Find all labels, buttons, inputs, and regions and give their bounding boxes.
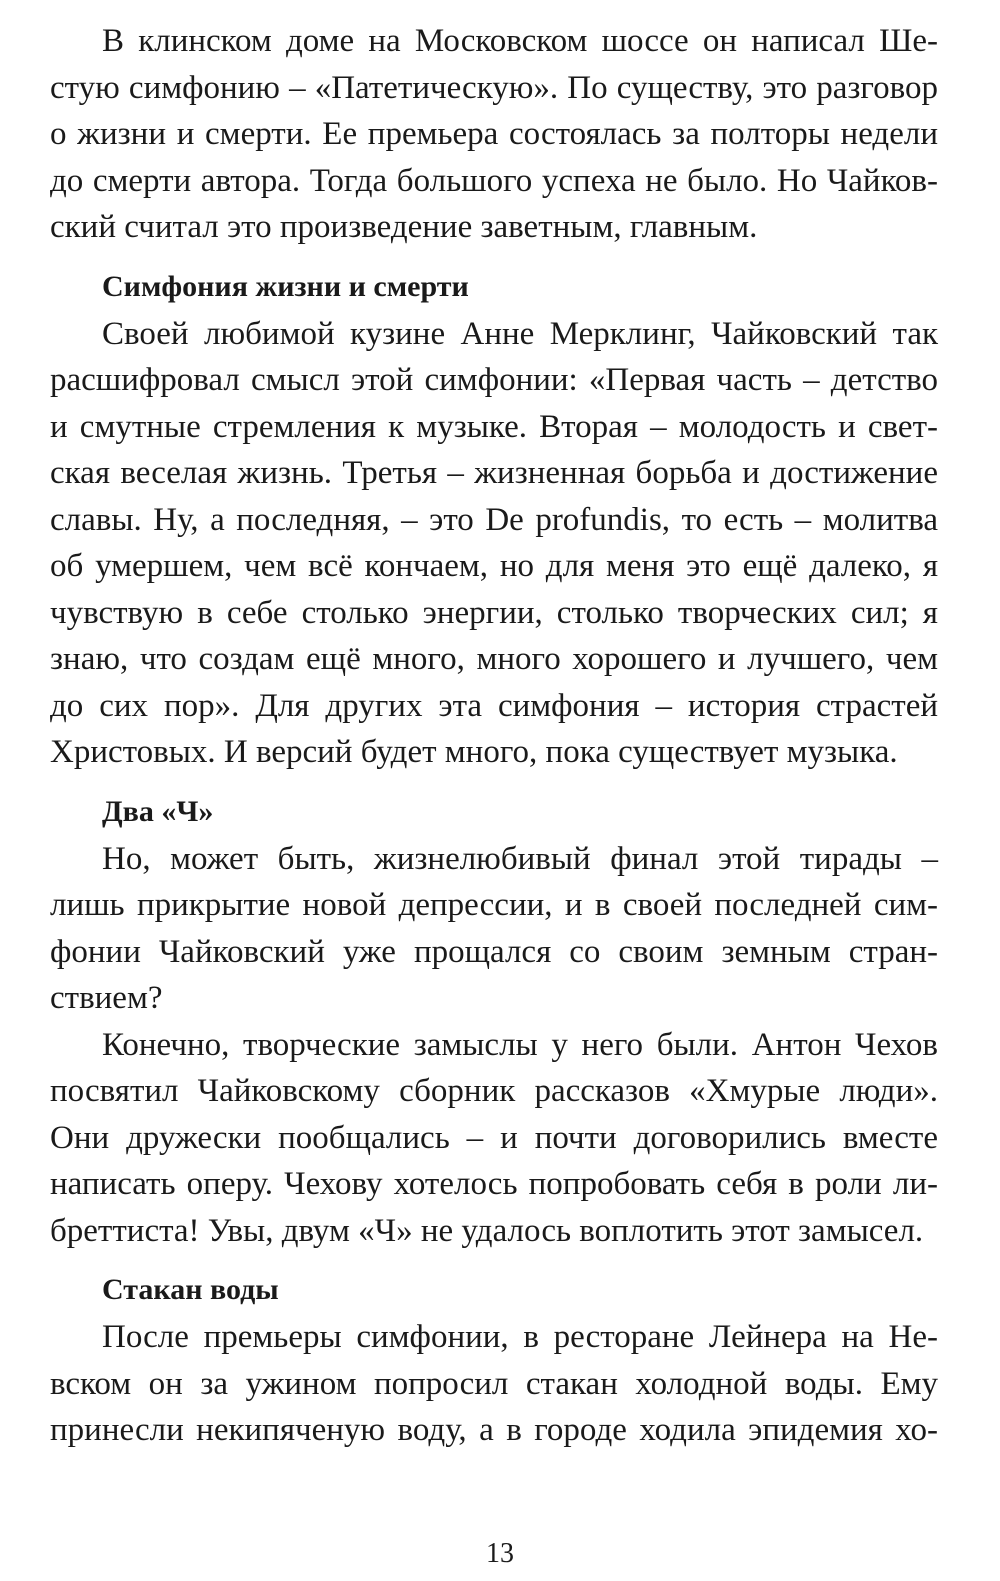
book-page bbox=[50, 18, 938, 1454]
text-line: Христовых. И версий будет много, пока существует музыка. bbox=[50, 734, 898, 770]
text-line: вском он за ужином попросил стакан холодной воды. Ему bbox=[50, 1365, 938, 1402]
text-line: стую симфонию – «Патетическую». По существу, это разговор bbox=[50, 69, 938, 106]
text-line: и смутные стремления к музыке. Вторая – молодость и свет- bbox=[50, 408, 938, 445]
text-line: Конечно, творческие замыслы у него были. Антон Чехов bbox=[102, 1026, 938, 1063]
text-line: Своей любимой кузине Анне Мерклинг, Чайковский так bbox=[102, 315, 938, 352]
section-symphony bbox=[50, 263, 938, 776]
text-line: принесли некипяченую воду, а в городе ходила эпидемия хо- bbox=[50, 1412, 938, 1448]
text-line: об умершем, чем всё кончаем, но для меня это ещё далеко, я bbox=[50, 548, 938, 584]
paragraph-intro bbox=[50, 18, 938, 251]
text-line: до сих пор». Для других эта симфония – история страстей bbox=[50, 687, 938, 724]
paragraph-chekhov bbox=[50, 1022, 938, 1255]
text-line: знаю, что создам ещё много, много хорошего и лучшего, чем bbox=[50, 641, 938, 677]
text-line: расшифровал смысл этой симфонии: «Первая часть – детство bbox=[50, 362, 938, 398]
text-line: После премьеры симфонии, в ресторане Лейнера на Не- bbox=[102, 1319, 938, 1355]
text-line: чувствую в себе столько энергии, столько творческих сил; я bbox=[50, 594, 938, 631]
text-line: ствием? bbox=[50, 980, 163, 1016]
text-line: бреттиста! Увы, двум «Ч» не удалось воплотить этот замысел. bbox=[50, 1212, 924, 1249]
text-line: Они дружески пообщались – и почти договорились вместе bbox=[50, 1119, 938, 1156]
page-number: 13 bbox=[486, 1538, 514, 1569]
text-line: Но, может быть, жизнелюбивый финал этой тирады – bbox=[102, 840, 938, 877]
text-line: ская веселая жизнь. Третья – жизненная борьба и достижение bbox=[50, 455, 938, 491]
section-glass-of-water bbox=[50, 1266, 938, 1454]
text-line: славы. Ну, а последняя, – это De profundis, то есть – молитва bbox=[50, 501, 938, 538]
section-heading: Стакан воды bbox=[102, 1273, 279, 1306]
text-line: до смерти автора. Тогда большого успеха не было. Но Чайков- bbox=[50, 162, 938, 199]
section-heading: Два «Ч» bbox=[102, 794, 214, 828]
text-line: посвятил Чайковскому сборник рассказов «Хмурые люди». bbox=[50, 1073, 938, 1109]
text-line: ский считал это произведение заветным, главным. bbox=[50, 209, 758, 245]
text-line: фонии Чайковский уже прощался со своим земным стран- bbox=[50, 933, 938, 970]
section-heading: Симфония жизни и смерти bbox=[102, 269, 469, 303]
text-line: В клинском доме на Московском шоссе он написал Ше- bbox=[102, 23, 938, 59]
text-line: написать оперу. Чехову хотелось попробовать себя в роли ли- bbox=[50, 1166, 938, 1202]
text-line: лишь прикрытие новой депрессии, и в своей последней сим- bbox=[50, 887, 938, 923]
section-two-ch bbox=[50, 788, 938, 1022]
text-line: о жизни и смерти. Ее премьера состоялась за полторы недели bbox=[50, 116, 938, 152]
